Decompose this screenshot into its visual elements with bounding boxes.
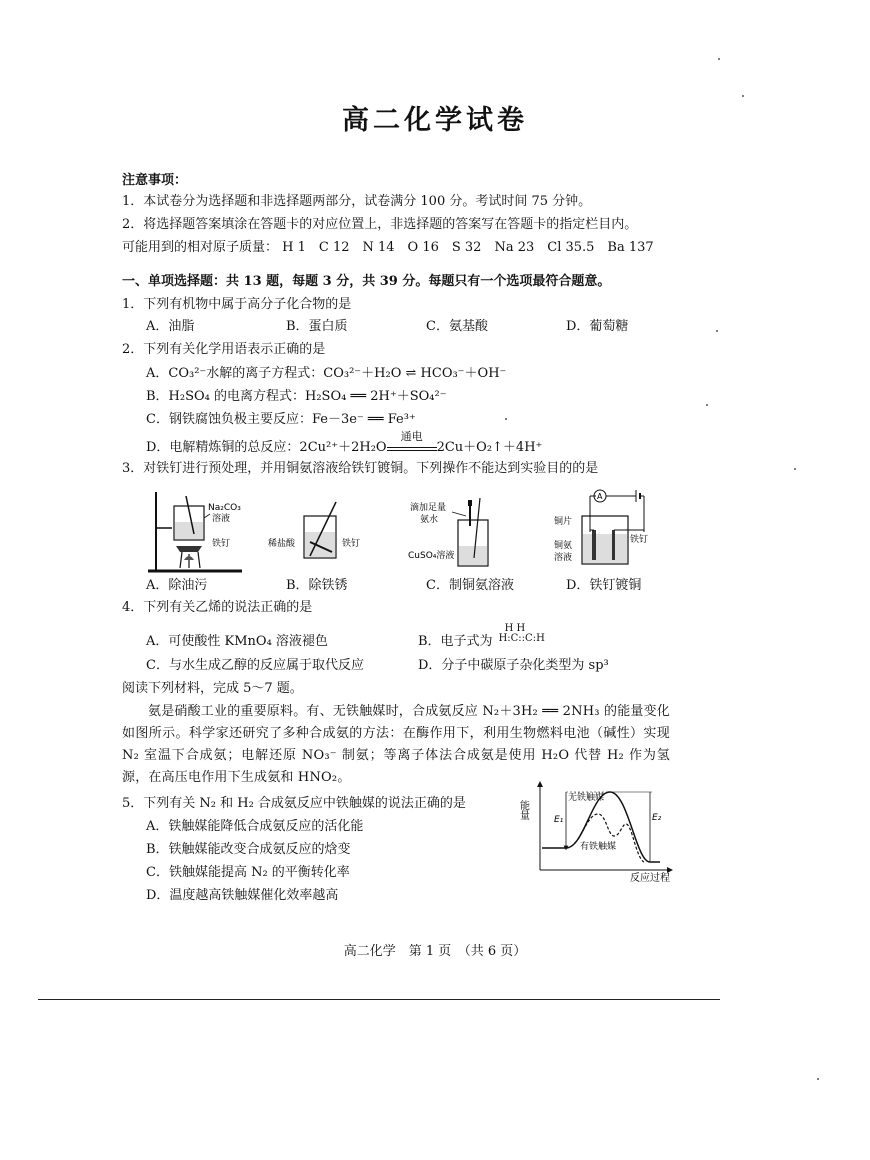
option-a: A．油脂 <box>146 319 195 334</box>
question-4-options-ab <box>146 623 706 651</box>
notice-heading: 注意事项： <box>122 173 188 188</box>
electrolysis-condition: 通电 <box>400 430 423 443</box>
option-d: D．分子中碳原子杂化类型为 sp³ <box>418 658 609 673</box>
bottom-rule <box>38 999 720 1000</box>
label-b-acid: 稀盐酸 <box>268 539 296 549</box>
question-5-stem: 5．下列有关 N₂ 和 H₂ 合成氨反应中铁触媒的说法正确的是 <box>122 796 466 811</box>
option-d: D．铁钉镀铜 <box>566 578 642 593</box>
option-d: D．葡萄糖 <box>566 319 629 334</box>
reading-passage-text: 氨是硝酸工业的重要原料。有、无铁触媒时，合成氨反应 N₂＋3H₂ ══ 2NH₃ 的能量变化如图所示。科学家还研究了多种合成氨的方法：在酶作用下，利用生物燃料电池（碱性）实现 N₂ 室温下合成氨；电解还原 NO₃⁻ 制氨；等离子体法合成氨是使用 H₂O 代替 H₂ 作为氢源，在高压电作用下生成氨和 HNO₂。 <box>122 704 670 785</box>
electron-formula-bottom: H:C::C:H <box>498 633 545 644</box>
atomic-masses: 可能用到的相对原子质量： H 1 C 12 N 14 O 16 S 32 Na 23 Cl 35.5 Ba 137 <box>122 240 654 255</box>
label-b-nail: 铁钉 <box>342 539 361 549</box>
e2-label: E₂ <box>652 813 662 823</box>
question-5-option-d: D．温度越高铁触媒催化效率越高 <box>146 888 339 903</box>
energy-diagram <box>517 778 680 884</box>
page-title: 高二化学试卷 <box>342 105 528 136</box>
e1-label: E₁ <box>554 815 564 825</box>
label-c-add-2: 氨水 <box>420 515 439 525</box>
label-d-solution-2: 溶液 <box>554 553 573 563</box>
notice-item-1: 1．本试卷分为选择题和非选择题两部分，试卷满分 100 分。考试时间 75 分钟。 <box>122 194 592 209</box>
question-2-option-b: B．H₂SO₄ 的电离方程式：H₂SO₄ ══ 2H⁺＋SO₄²⁻ <box>146 389 447 404</box>
question-4-options-cd <box>146 657 706 675</box>
question-2-option-d <box>146 430 706 457</box>
option-d-prefix: D．电解精炼铜的总反应：2Cu²⁺＋2H₂O <box>146 440 387 455</box>
ammeter-symbol: A <box>597 492 603 501</box>
question-3-options <box>146 577 706 595</box>
option-a: A．除油污 <box>146 578 208 593</box>
reading-intro: 阅读下列材料，完成 5～7 题。 <box>122 681 303 696</box>
notice-item-2: 2．将选择题答案填涂在答题卡的对应位置上，非选择题的答案写在答题卡的指定栏目内。 <box>122 217 638 232</box>
electron-formula-top: H H <box>504 623 526 634</box>
question-5-option-b: B．铁触媒能改变合成氨反应的焓变 <box>146 842 351 857</box>
apparatus-c-figure <box>404 496 520 576</box>
reaction-process-label: 反应过程 <box>630 873 670 884</box>
question-4-stem: 4．下列有关乙烯的说法正确的是 <box>122 600 313 615</box>
label-a-reagent: Na₂CO₃ <box>208 503 241 513</box>
with-catalyst-label: 有铁触媒 <box>580 842 617 852</box>
question-2-stem: 2．下列有关化学用语表示正确的是 <box>122 342 326 357</box>
label-d-solution-1: 铜氨 <box>554 541 573 551</box>
energy-axis-label: 能量 <box>517 800 529 820</box>
option-b: B．除铁锈 <box>286 578 348 593</box>
electrolysis-arrow <box>387 430 437 451</box>
no-catalyst-label: 无铁触媒 <box>568 793 605 803</box>
option-a: A．可使酸性 KMnO₄ 溶液褪色 <box>146 634 328 649</box>
question-1-options <box>146 318 706 336</box>
apparatus-b-figure <box>266 500 378 576</box>
question-2-option-a: A．CO₃²⁻水解的离子方程式：CO₃²⁻＋H₂O ⇌ HCO₃⁻＋OH⁻ <box>146 366 507 381</box>
question-3-stem: 3．对铁钉进行预处理，并用铜氨溶液给铁钉镀铜。下列操作不能达到实验目的的是 <box>122 461 599 476</box>
option-b-prefix: B．电子式为 <box>418 634 493 649</box>
option-c: C．与水生成乙醇的反应属于取代反应 <box>146 658 364 673</box>
page-footer: 高二化学 第 1 页 （共 6 页） <box>343 944 527 959</box>
option-d-suffix: 2Cu＋O₂↑＋4H⁺ <box>436 440 543 455</box>
question-5-option-a: A．铁触媒能降低合成氨反应的活化能 <box>146 819 364 834</box>
section-heading: 一、单项选择题：共 13 题，每题 3 分，共 39 分。每题只有一个选项最符合题意。 <box>122 274 611 289</box>
question-2-option-c: C．钢铁腐蚀负极主要反应：Fe－3e⁻ ══ Fe³⁺ <box>146 412 416 427</box>
curve-with-catalyst <box>566 814 644 862</box>
label-a-nail: 铁钉 <box>212 539 231 549</box>
apparatus-a-figure <box>142 488 262 576</box>
option-c: C．制铜氨溶液 <box>426 578 514 593</box>
question-5-option-c: C．铁触媒能提高 N₂ 的平衡转化率 <box>146 865 350 880</box>
label-d-copper: 铜片 <box>554 517 573 527</box>
label-d-nail: 铁钉 <box>630 535 649 545</box>
option-b: B．蛋白质 <box>286 319 348 334</box>
reading-passage <box>122 701 670 789</box>
label-c-add-1: 滴加足量 <box>410 503 447 513</box>
apparatus-d-figure <box>552 486 682 576</box>
ethylene-electron-formula <box>499 624 545 644</box>
option-c: C．氨基酸 <box>426 319 488 334</box>
question-1-stem: 1．下列有机物中属于高分子化合物的是 <box>122 297 352 312</box>
label-c-solution: CuSO₄溶液 <box>408 551 455 561</box>
label-a-reagent-2: 溶液 <box>212 514 231 524</box>
